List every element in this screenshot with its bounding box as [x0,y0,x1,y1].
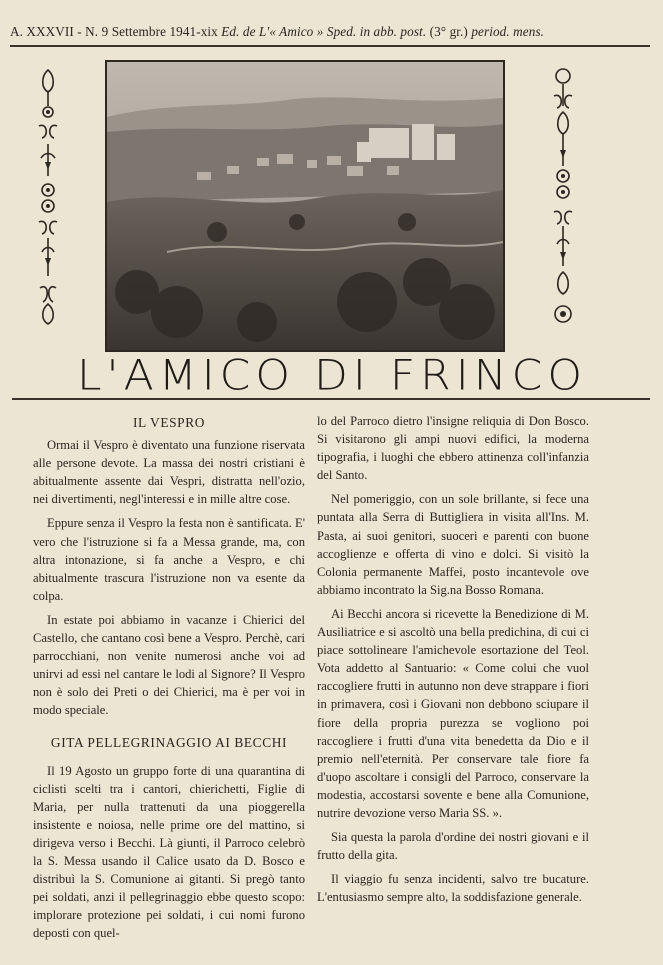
article-paragraph: Ormai il Vespro è diventato una funzione riservata alle persone devote. La massa dei nostri cristiani è abitualmente assente dai Vespri, distratta nell'ozio, nei divertimenti, negl'interessi e in mille altre cose. [33,438,305,507]
article-continuation: lo del Parroco dietro l'insigne reliquia di Don Bosco. Si visitarono gli ampi nuovi edifici, la moderna tipografia, i luoghi che ebbero attinenza coll'infanzia del Santo. [317,414,589,483]
header-divider [10,45,650,47]
article-paragraph: Il viaggio fu senza incidenti, salvo tre bucature. L'entusiasmo sempre alto, la soddisfazione generale. [317,872,589,905]
article-paragraph: Eppure senza il Vespro la festa non è santificata. E' vero che l'istruzione si fa a Messa grande, ma, con altra intonazione, si fa anche a Vespro, e chi abitualmente trascura l'istruzione non va esente da colpa. [33,516,305,603]
publisher-note: Ed. de L'« Amico » [221,24,324,39]
article-title-gita: GITA PELLEGRINAGGIO AI BECCHI [50,734,288,750]
masthead-title: L'AMICO DI FRINCO [77,351,587,400]
article-title-vespro: IL VESPRO [133,415,205,430]
article-paragraph: Nel pomeriggio, con un sole brillante, si fece una puntata alla Serra di Buttigliera in visita all'Ins. M. Pasta, ai suoi genitori, suoceri e parenti con buone accoglienze e offerta di vino e dolci. Si visitò la Colonia permanente Maffei, posto incantevole ove abbiamo incontrato la Sig.na Bosso Romana. [317,492,589,597]
landscape-illustration [107,62,503,350]
right-column [317,412,589,912]
floral-scroll-ornament-left-icon [33,66,63,328]
issue-number: A. XXXVII - N. 9 Settembre 1941-xix [10,24,218,39]
article-paragraph: Il 19 Agosto un gruppo forte di una quarantina di ciclisti scelti tra i cantori, chierichetti, Figlie di Maria, per nulla trattenuti da una pioggerella insistente e noiosa, nelle prime ore del mattino, si dirigeva verso i Becchi. Là giunti, il Parroco celebrò la S. Messa usando il Calice usato da D. Bosco e distribuì la S. Comunione ai gitanti. Si pregò tanto pei soldati, anzi il pellegrinaggio ebbe questo scopo: implorare protezione pei soldati, i cui nomi furono deposti con quel- [33,763,305,941]
article-paragraph: Sia questa la parola d'ordine dei nostri giovani e il frutto della gita. [317,830,589,863]
frequency-note: period. mens. [471,24,545,39]
issue-header [10,24,650,40]
masthead-divider [12,398,650,400]
floral-scroll-ornament-right-icon [548,66,578,328]
frinco-panorama-photo [105,60,505,352]
shipping-note: Sped. in abb. post. [326,24,427,39]
left-column [33,412,305,949]
article-paragraph: Ai Becchi ancora si ricevette la Benedizione di M. Ausiliatrice e si ascoltò una bella predichina, di cui ci piace sottolineare l'amichevole esortazione del Teol. Vota addetto al Santuario: « Come colui che vuol raccogliere frutti in autunno non deve strappare i fiori in primavera, così i Giovani non debbono sciupare il fiore della propria purezza se vogliono poi raccogliere i frutti d'una vita benedetta da Dio e il premio nell'eternità. Per conservare tale fiore fa d'uopo ascoltare i consigli del Parroco, conservare la modestia, accostarsi sovente e bene alla Comunione, nutrire devozione verso Maria SS. ». [317,606,589,820]
article-paragraph: In estate poi abbiamo in vacanze i Chierici del Castello, che cantano così bene a Vespro. Perchè, cari parrocchiani, non venite numerosi anche voi ad unirvi ad essi nel cantare le lodi al Signore? Il Vespro non è solo dei Preti o dei Chierici, ma è per voi in modo speciale. [33,612,305,718]
postal-class: (3° gr.) [429,24,468,39]
